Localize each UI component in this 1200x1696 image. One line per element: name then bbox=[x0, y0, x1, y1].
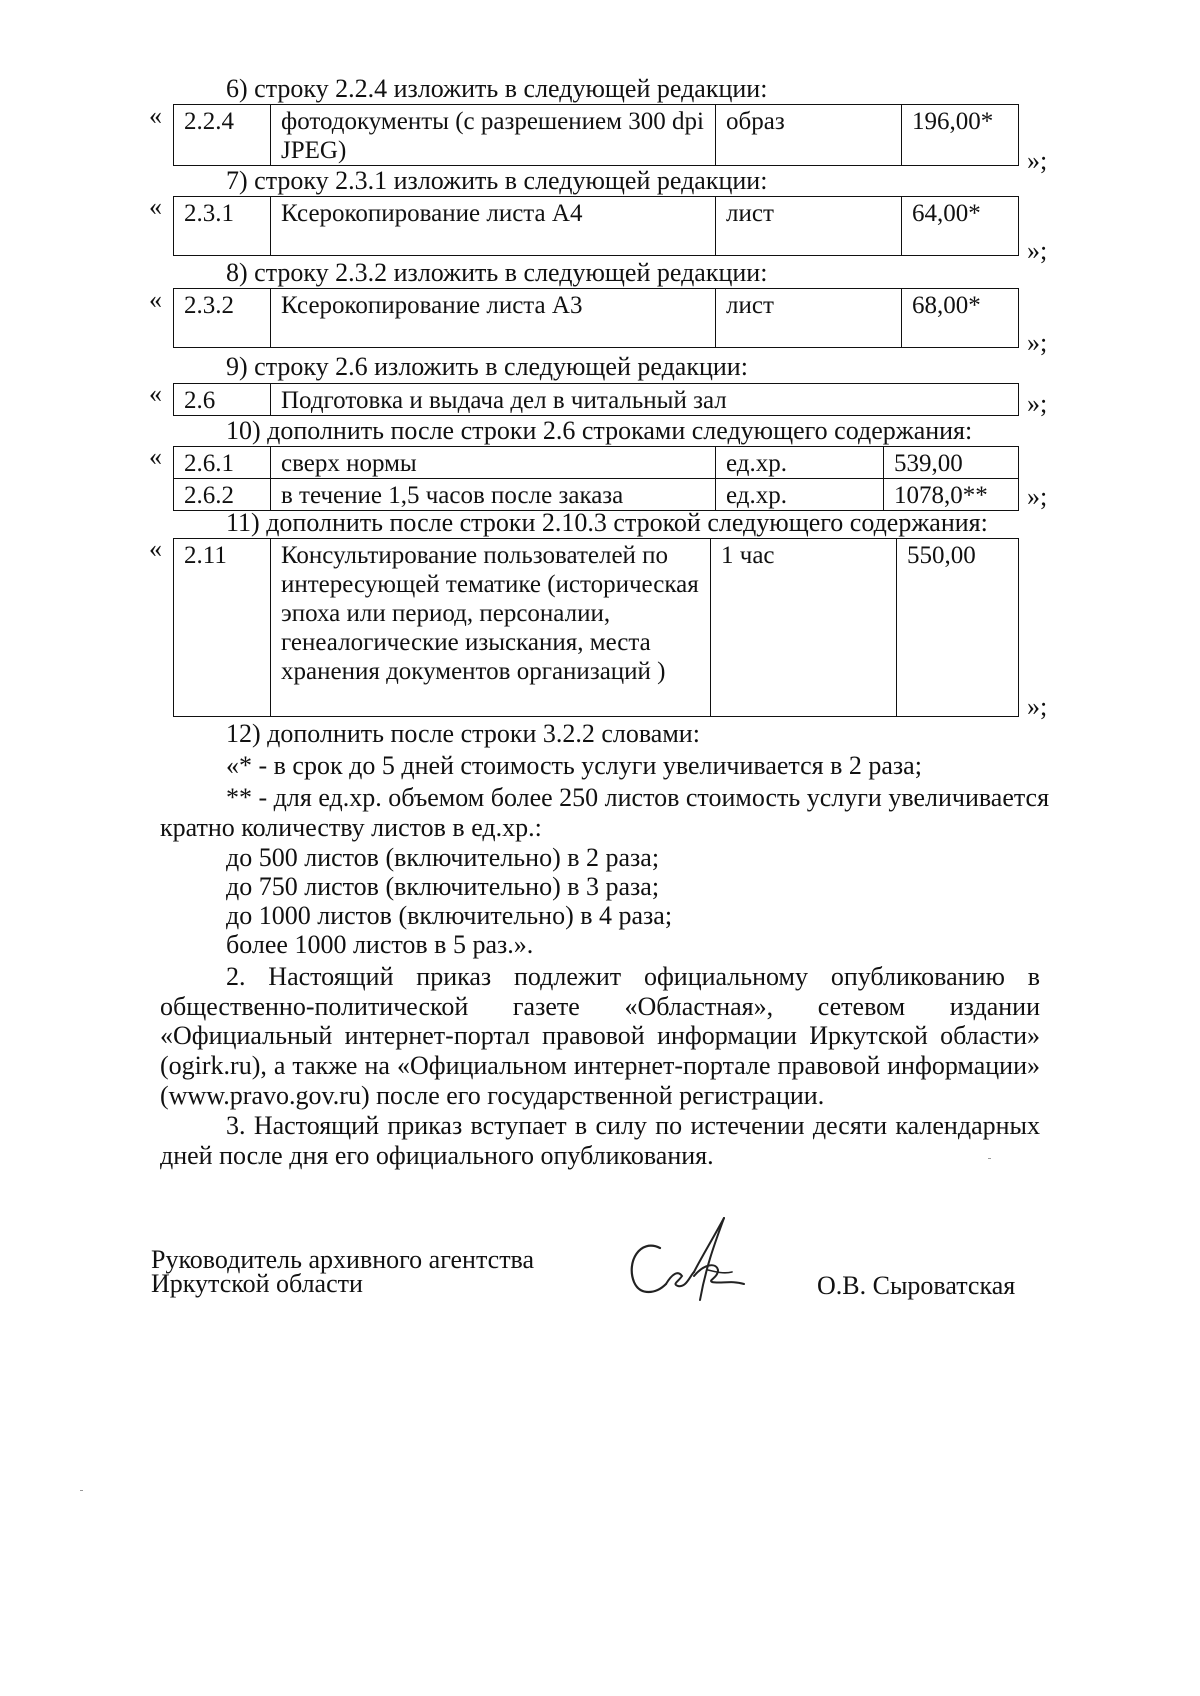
row-unit: лист bbox=[716, 197, 902, 256]
item-10-heading: 10) дополнить после строки 2.6 строками следующего содержания: bbox=[226, 416, 973, 445]
row-price: 68,00* bbox=[902, 289, 1019, 348]
tier-line: до 1000 листов (включительно) в 4 раза; bbox=[226, 901, 673, 930]
paragraph-3-line: 3. Настоящий приказ вступает в силу по истечении десяти календарных bbox=[226, 1111, 1040, 1140]
item-7-heading: 7) строку 2.3.1 изложить в следующей редакции: bbox=[226, 166, 768, 195]
row-price: 1078,0** bbox=[884, 479, 1019, 511]
close-quote: »; bbox=[1027, 389, 1048, 418]
signatory-title: Руководитель архивного агентства bbox=[151, 1245, 535, 1274]
scan-speck bbox=[988, 1158, 991, 1159]
row-code: 2.11 bbox=[174, 539, 271, 717]
footnote-2: ** - для ед.хр. объемом более 250 листов стоимость услуги увеличивается bbox=[226, 783, 1050, 812]
table-row bbox=[174, 105, 1019, 166]
row-code: 2.3.1 bbox=[174, 197, 271, 256]
open-quote: « bbox=[149, 442, 162, 471]
paragraph-2-last-line: (www.pravo.gov.ru) после его государственной регистрации. bbox=[160, 1081, 825, 1110]
row-unit: образ bbox=[716, 105, 902, 166]
close-quote: »; bbox=[1027, 236, 1048, 265]
signatory-name: О.В. Сыроватская bbox=[817, 1271, 1016, 1300]
handwritten-signature bbox=[620, 1210, 760, 1310]
row-price: 539,00 bbox=[884, 447, 1019, 479]
tier-line: до 500 листов (включительно) в 2 раза; bbox=[226, 843, 660, 872]
row-code: 2.6.2 bbox=[174, 479, 271, 511]
row-price: 64,00* bbox=[902, 197, 1019, 256]
paragraph-2-line: «Официальный интернет-портал правовой информации Иркутской области» bbox=[160, 1021, 1040, 1050]
row-name: фотодокументы (с разрешением 300 dpi JPEG) bbox=[271, 105, 716, 166]
table-row bbox=[174, 479, 1019, 511]
row-code: 2.6 bbox=[174, 384, 271, 416]
row-name: Подготовка и выдача дел в читальный зал bbox=[271, 384, 1019, 416]
open-quote: « bbox=[149, 101, 162, 130]
row-unit: 1 час bbox=[711, 539, 897, 717]
table-row bbox=[174, 447, 1019, 479]
paragraph-2-line: общественно-политической газете «Областная», сетевом издании bbox=[160, 992, 1040, 1021]
close-quote: »; bbox=[1027, 482, 1048, 511]
row-name: в течение 1,5 часов после заказа bbox=[271, 479, 716, 511]
footnote-1: «* - в срок до 5 дней стоимость услуги увеличивается в 2 раза; bbox=[226, 751, 922, 780]
row-name: Консультирование пользователей по интересующей тематике (историческая эпоха или период, персоналии, генеалогические изыскания, места хранения документов организаций ) bbox=[271, 539, 711, 717]
item-11-heading: 11) дополнить после строки 2.10.3 строкой следующего содержания: bbox=[226, 508, 988, 537]
table-row bbox=[174, 539, 1019, 717]
item-10-table bbox=[173, 446, 1019, 511]
item-7-table bbox=[173, 196, 1019, 256]
open-quote: « bbox=[149, 192, 162, 221]
row-unit: ед.хр. bbox=[716, 479, 884, 511]
table-row bbox=[174, 197, 1019, 256]
tier-line: более 1000 листов в 5 раз.». bbox=[226, 930, 534, 959]
item-6-table bbox=[173, 104, 1019, 166]
item-9-table bbox=[173, 383, 1019, 416]
item-8-table bbox=[173, 288, 1019, 348]
item-11-table bbox=[173, 538, 1019, 717]
row-unit: ед.хр. bbox=[716, 447, 884, 479]
table-row bbox=[174, 289, 1019, 348]
row-code: 2.3.2 bbox=[174, 289, 271, 348]
row-code: 2.2.4 bbox=[174, 105, 271, 166]
tier-line: до 750 листов (включительно) в 3 раза; bbox=[226, 872, 660, 901]
open-quote: « bbox=[149, 285, 162, 314]
row-code: 2.6.1 bbox=[174, 447, 271, 479]
open-quote: « bbox=[149, 534, 162, 563]
paragraph-2-line: (ogirk.ru), а также на «Официальном интернет-портале правовой информации» bbox=[160, 1051, 1040, 1080]
row-price: 550,00 bbox=[897, 539, 1019, 717]
item-9-heading: 9) строку 2.6 изложить в следующей редакции: bbox=[226, 352, 748, 381]
paragraph-2-line: 2. Настоящий приказ подлежит официальному опубликованию в bbox=[226, 962, 1040, 991]
item-12-heading: 12) дополнить после строки 3.2.2 словами: bbox=[226, 719, 700, 748]
item-6-heading: 6) строку 2.2.4 изложить в следующей редакции: bbox=[226, 74, 768, 103]
footnote-2-continued: кратно количеству листов в ед.хр.: bbox=[160, 813, 542, 842]
row-unit: лист bbox=[716, 289, 902, 348]
row-name: сверх нормы bbox=[271, 447, 716, 479]
close-quote: »; bbox=[1027, 328, 1048, 357]
row-name: Ксерокопирование листа А3 bbox=[271, 289, 716, 348]
signatory-title: Иркутской области bbox=[151, 1269, 363, 1298]
scan-speck bbox=[80, 1490, 83, 1491]
open-quote: « bbox=[149, 379, 162, 408]
item-8-heading: 8) строку 2.3.2 изложить в следующей редакции: bbox=[226, 258, 768, 287]
table-row bbox=[174, 384, 1019, 416]
row-name: Ксерокопирование листа А4 bbox=[271, 197, 716, 256]
close-quote: »; bbox=[1027, 146, 1048, 175]
close-quote: »; bbox=[1027, 692, 1048, 721]
row-price: 196,00* bbox=[902, 105, 1019, 166]
paragraph-3-last-line: дней после дня его официального опубликования. bbox=[160, 1141, 714, 1170]
